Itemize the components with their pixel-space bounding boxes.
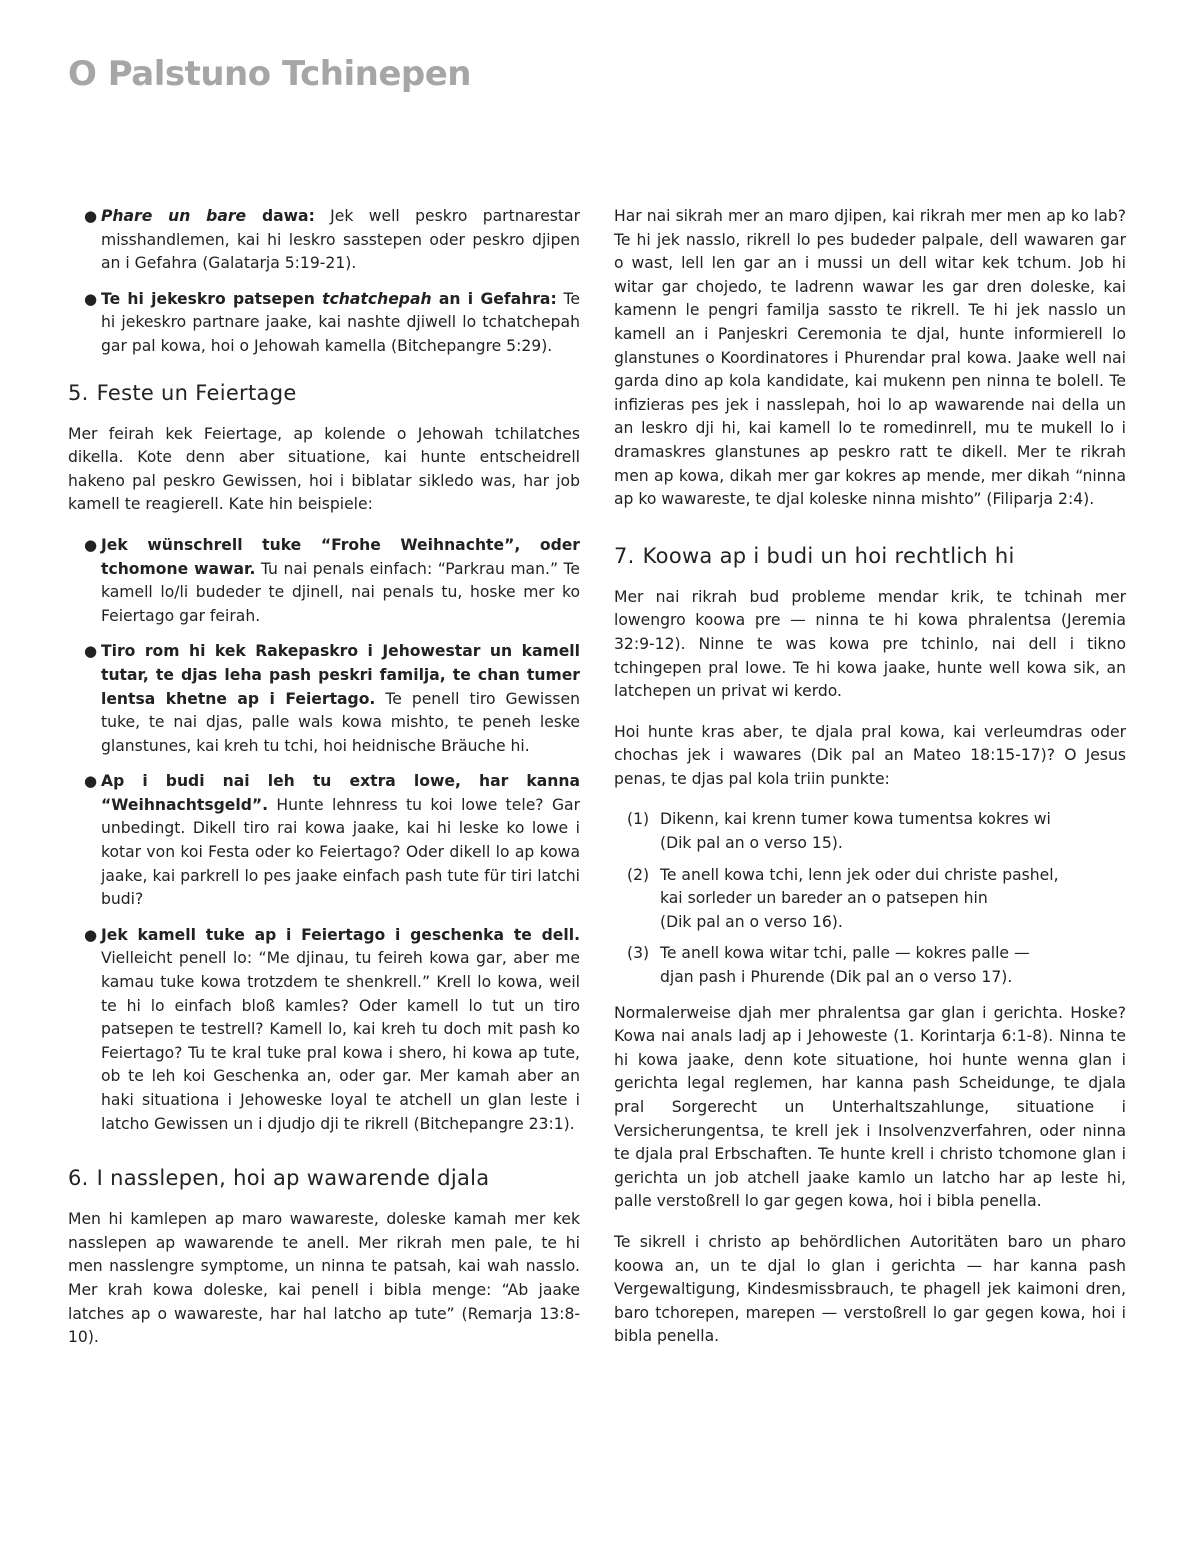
list-item: ● Tiro rom hi kek Rakepaskro i Jehowestar un kamell tutar, te djas leha pash peskri familja, te chan tumer lentsa khetne ap i Feiertago. Te penell tiro Gewissen tuke, te nai djas, palle wals kowa mishto, te peneh leske glanstunes, kai kreh tu tchi, hoi heidnische Bräuche hi. bbox=[84, 642, 580, 755]
section-7-paragraph-2: Hoi hunte kras aber, te djala pral kowa, kai verleumdras oder chochas jek i wawares (Dik pal an Mateo 18:15-17)? O Jesus penas, te djas pal kola triin punkte: bbox=[614, 722, 1126, 788]
bullet-icon: ● bbox=[84, 207, 98, 225]
left-column bbox=[68, 205, 580, 1367]
list-item: ● Jek wünschrell tuke “Frohe Weihnachte”, oder tchomone wawar. Tu nai penals einfach: “Parkrau man.” Te kamell lo/li budeder te djinell, nai penals tu, hoske mer ko Feiertago gar feirah. bbox=[84, 535, 581, 625]
list-item: ● Ap i budi nai leh tu extra lowe, har kanna “Weihnachtsgeld”. Hunte lehnress tu koi lowe tele? Gar unbedingt. Dikell tiro rai kowa jaake, kai hi leske ko lowe i kotar von koi Festa oder ko Feiertago? Oder dikell lo ap kowa jaake, kai parkrell lo pes jaake einfach pash tute für tiri latchi budi? bbox=[84, 772, 580, 909]
section-heading-6: 6. I nasslepen, hoi ap wawarende djala bbox=[68, 1166, 490, 1191]
section-6-paragraph: Men hi kamlepen ap maro wawareste, doleske kamah mer kek nasslepen ap wawarende te anell. Mer rikrah men pale, te hi men nasslengre symptome, un ninna te patsah, kai wah nasslo. Mer krah kowa doleske, kai penell i bibla menge: “Ab jaake latches ap o wawareste, har hal latcho ap tute” (Remarja 13:8-10). bbox=[68, 1210, 580, 1347]
list-item: (3) Te anell kowa witar tchi, palle — kokres palle — djan pash i Phurende (Dik pal an o verso 17). bbox=[627, 944, 1030, 987]
bullet-icon: ● bbox=[84, 925, 98, 944]
section-7-paragraph-1: Mer nai rikrah bud probleme mendar krik, te tchinah mer lowengro koowa pre — ninna te hi kowa phralentsa (Jeremia 32:9-12). Ninne te was kowa pre tchinlo, nai dell i tikno tchingepen pral lowe. Te hi kowa jaake, hunte well kowa sik, an latchepen un privat wi kerdo. bbox=[614, 587, 1126, 701]
section-7-paragraph-3: Normalerweise djah mer phralentsa gar glan i gerichta. Hoske? Kowa nai anals ladj ap i Jehoweste (1. Korintarja 6:1-8). Ninna te hi kowa jaake, denn kote situatione, hoi hunte wenna glan i gerichta legal reglemen, har kanna pash Scheidunge, te djala pral Sorgerecht un Unterhaltszahlunge, situatione i Versicherungentsa, te krell jek i Insolvenzverfahren, oder ninna te djala pral Erbschaften. Te hunte krell i christo tchomone glan i gerichta un job atchell jaake kamlo un latcho har ap leste hi, palle verstoßrell lo gar gegen kowa, hoi i bibla penella. bbox=[614, 1003, 1126, 1211]
list-item: (2) Te anell kowa tchi, lenn jek oder dui christe pashel, kai sorleder un bareder an o patsepen hin (Dik pal an o verso 16). bbox=[627, 865, 1059, 931]
numbered-steps bbox=[614, 808, 1126, 989]
section-heading-7: 7. Koowa ap i budi un hoi rechtlich hi bbox=[614, 543, 1015, 568]
bullet-icon: ● bbox=[84, 642, 98, 661]
list-item: ● Jek kamell tuke ap i Feiertago i geschenka te dell. Vielleicht penell lo: “Me djinau, tu feireh kowa gar, aber me kamau tuke kowa trotzdem te shenkrell.” Krell lo kowa, weil te hi lo einfach bloß kamles? Oder kamell lo tut un tiro patsepen te testrell? Kamell lo, kai kreh tu doch mit pash ko Feiertago? Tu te kral tuke pral kowa i shero, hi kowa ap tute, ob te leh koi Geschenka an, oder gar. Mer kamah aber an haki situationa i Jehoweske loyal te atchell un glan leste i latcho Gewissen un i djudjo dji te rikrell (Bitchepangre 23:1). bbox=[84, 925, 580, 1133]
list-item: ● Phare un bare dawa: Jek well peskro partnarestar misshandlemen, kai hi leskro sasstepen oder peskro djipen an i Gefahra (Galatarja 5:19-21). bbox=[84, 207, 580, 273]
section-heading-5: 5. Feste un Feiertage bbox=[68, 380, 297, 405]
list-item: (1) Dikenn, kai krenn tumer kowa tumentsa kokres wi (Dik pal an o verso 15). bbox=[627, 810, 1051, 853]
section-6-continued: Har nai sikrah mer an maro djipen, kai rikrah mer men ap ko lab? Te hi jek nasslo, rikrell lo pes budeder palpale, dell wawaren gar o wast, lell len gar an i mussi un dell witar kek tchum. Job hi witar gar chojedo, te ladrenn wawar les gar dren doleske, kai kamenn le pengri familja sassto te rikrell. Te hi jek nasslo un kamell an i Panjeskri Ceremonia te djal, hunte informierell lo glanstunes o Koordinatores i Phurendar pral kowa. Jaake well nai garda dino ap kola kandidate, kai mukenn pen ninna te bolell. Te infizieras pes jek i nasslepah, hoi lo ap wawarende nai della un an leskro dji hi, kai kamell lo te romedinrell, mu te mukell lo i dramaskres glanstunes ap peskro ratt te dikell. Mer te rikrah men ap kowa, dikah mer gar kokres ap mende, mer dikah “ninna ap ko wawareste, te djal koleske ninna mishto” (Filiparja 2:4). bbox=[614, 207, 1126, 509]
bullet-icon: ● bbox=[84, 289, 98, 308]
section-7-paragraph-4: Te sikrell i christo ap behördlichen Autoritäten baro un pharo koowa an, un te djal lo glan i gerichta — har kanna pash Vergewaltigung, Kindesmissbrauch, te phagell jek kaimoni dren, baro tchorepen, marepen — verstoßrell lo gar gegen kowa, hoi i bibla penella. bbox=[614, 1232, 1126, 1346]
list-item: ● Te hi jekeskro patsepen tchatchepah an i Gefahra: Te hi jekeskro partnare jaake, kai nashte djiwell lo tchatchepah gar pal kowa, hoi o Jehowah kamella (Bitchepangre 5:29). bbox=[84, 289, 580, 355]
bullet-icon: ● bbox=[84, 772, 98, 791]
bullet-icon: ● bbox=[84, 535, 98, 554]
bullet-list-section-5 bbox=[68, 534, 580, 1136]
section-5-intro: Mer feirah kek Feiertage, ap kolende o Jehowah tchilatches dikella. Kote denn aber situatione, kai hunte entscheidrell hakeno pal peskro Gewissen, hoi i biblatar sikledo was, har job kamell te reagierell. Kate hin beispiele: bbox=[68, 424, 580, 514]
right-column bbox=[614, 205, 1126, 1366]
running-head: O Palstuno Tchinepen bbox=[68, 54, 471, 94]
bullet-list-top bbox=[68, 205, 580, 359]
